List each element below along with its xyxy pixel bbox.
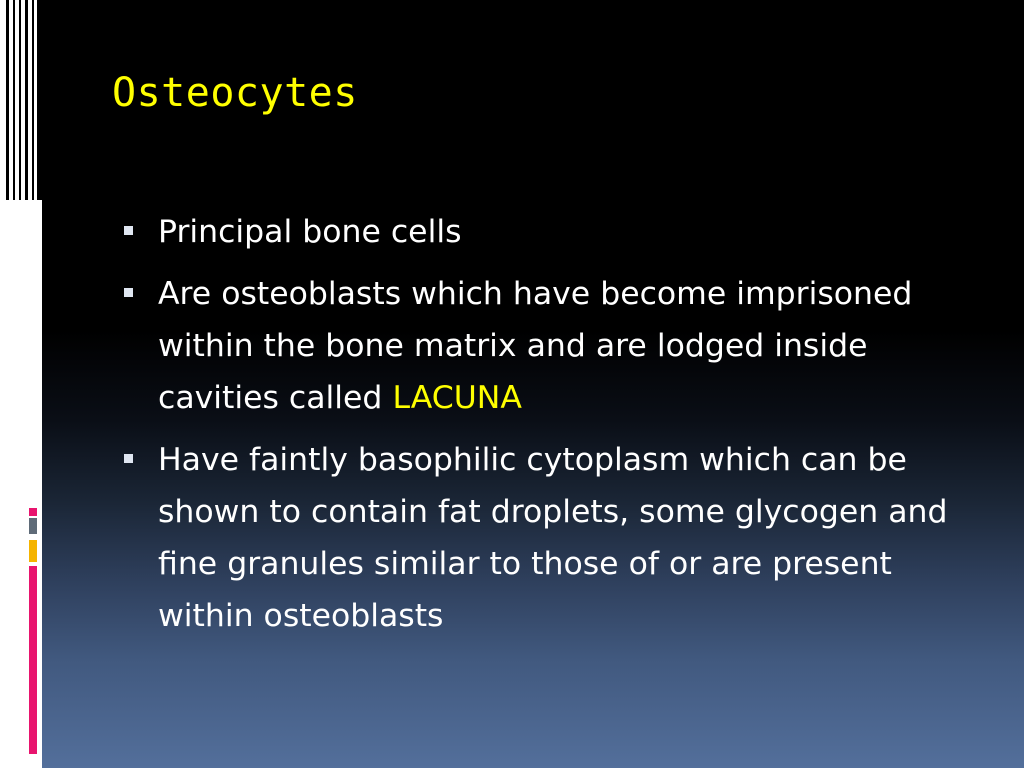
square-bullet-icon [124, 288, 133, 297]
slide-title: Osteocytes [112, 70, 358, 116]
square-bullet-icon [124, 454, 133, 463]
strip-line [6, 0, 9, 200]
bullet-list [158, 206, 978, 652]
strip-line [25, 0, 28, 200]
bullet-text: Are osteoblasts which have become imprisoned within the bone matrix and are lodged inside cavities called [158, 276, 913, 416]
bullet-text: Principal bone cells [158, 214, 462, 250]
bullet-item [158, 268, 978, 424]
strip-line [13, 0, 15, 200]
strip-line [32, 0, 34, 200]
bullet-text: Have faintly basophilic cytoplasm which can be shown to contain fat droplets, some glycogen and fine granules similar to those of or are present within osteoblasts [158, 442, 948, 634]
accent-bar-orange [29, 540, 37, 562]
bullet-item [158, 206, 978, 258]
bullet-item [158, 434, 978, 642]
accent-bar-pink [29, 508, 37, 516]
square-bullet-icon [124, 226, 133, 235]
highlighted-term: LACUNA [392, 380, 522, 416]
left-decorative-strip [0, 0, 42, 768]
strip-line [19, 0, 21, 200]
accent-bar-pink [29, 566, 37, 754]
accent-bar-gray [29, 518, 37, 534]
strip-line [37, 0, 42, 200]
